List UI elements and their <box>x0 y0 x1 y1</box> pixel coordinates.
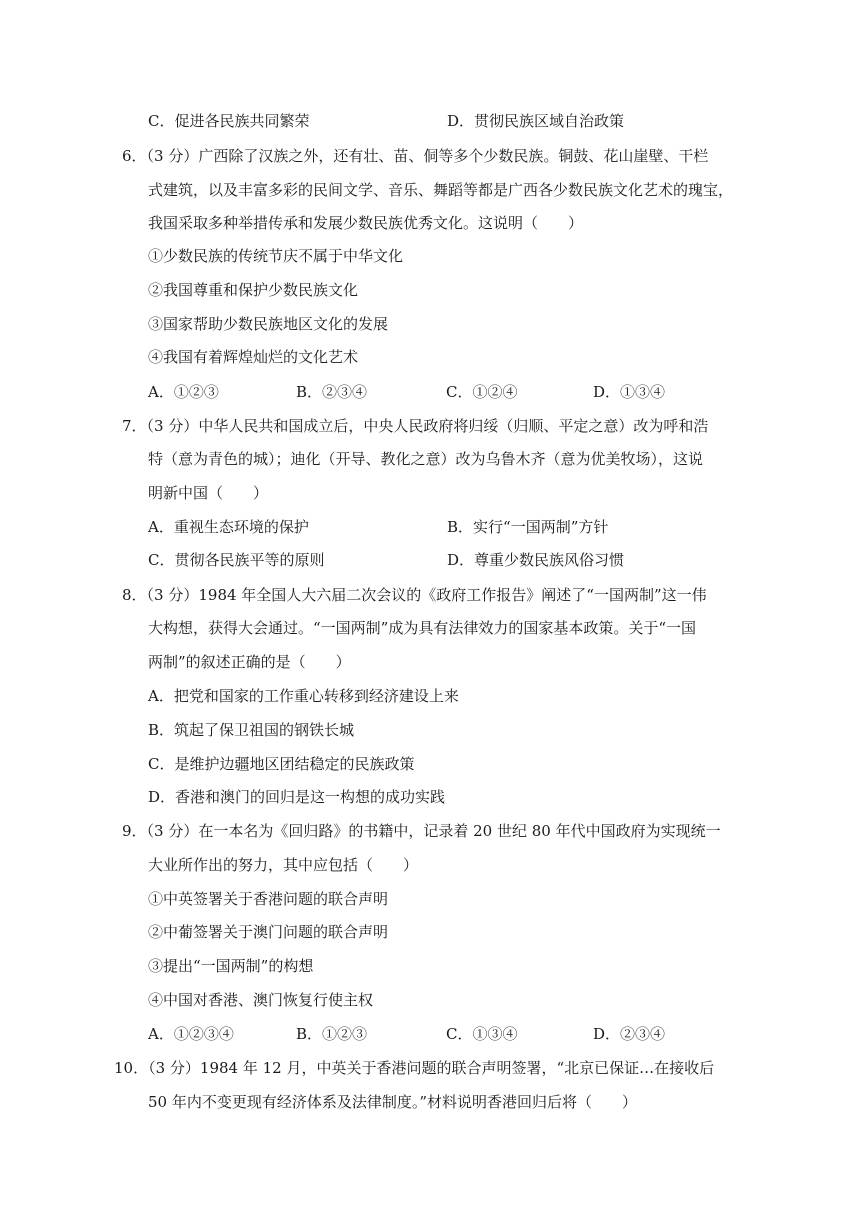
q9-option-b[interactable]: B．①②③ <box>296 1025 368 1043</box>
q9-stem-line-2: 大业所作出的努力，其中应包括（ ） <box>148 856 419 874</box>
q8-stem-line-2: 大构想，获得大会通过。“一国两制”成为具有法律效力的国家基本政策。关于“一国 <box>148 619 697 637</box>
q9-statement-2: ②中葡签署关于澳门问题的联合声明 <box>148 923 389 941</box>
q7-stem-line-2: 特（意为青色的城）；迪化（开导、教化之意）改为乌鲁木齐（意为优美牧场），这说 <box>148 450 704 468</box>
q9-statement-3: ③提出“一国两制”的构想 <box>148 957 314 975</box>
q6-stem-line-2: 式建筑，以及丰富多彩的民间文学、音乐、舞蹈等都是广西各少数民族文化艺术的瑰宝， <box>148 181 734 199</box>
q10-stem-line-1: 10．（3 分）1984 年 12 月，中英关于香港问题的联合声明签署，“北京已保证…在接收后 <box>114 1059 715 1077</box>
q9-option-a[interactable]: A．①②③④ <box>148 1025 234 1043</box>
q7-option-b[interactable]: B．实行“一国两制”方针 <box>447 518 609 536</box>
q6-statement-2: ②我国尊重和保护少数民族文化 <box>148 281 359 299</box>
q6-stem-line-3: 我国采取多种举措传承和发展少数民族优秀文化。这说明（ ） <box>148 214 584 232</box>
q6-statement-1: ①少数民族的传统节庆不属于中华文化 <box>148 247 404 265</box>
q6-option-a[interactable]: A．①②③ <box>148 383 219 401</box>
q6-statement-4: ④我国有着辉煌灿烂的文化艺术 <box>148 348 359 366</box>
option-c-prev: C．促进各民族共同繁荣 <box>148 112 310 130</box>
q10-stem-line-2: 50 年内不变更现有经济体系及法律制度。”材料说明香港回归后将（ ） <box>148 1093 638 1111</box>
q9-statement-4: ④中国对香港、澳门恢复行使主权 <box>148 991 374 1009</box>
q8-stem-line-1: 8．（3 分）1984 年全国人大六届二次会议的《政府工作报告》阐述了“一国两制”这一伟 <box>122 586 707 604</box>
q6-option-d[interactable]: D．①③④ <box>593 383 666 401</box>
q8-stem-line-3: 两制”的叙述正确的是（ ） <box>148 653 351 671</box>
q7-option-a[interactable]: A．重视生态环境的保护 <box>148 518 309 536</box>
q8-option-c[interactable]: C．是维护边疆地区团结稳定的民族政策 <box>148 755 415 773</box>
q6-statement-3: ③国家帮助少数民族地区文化的发展 <box>148 315 389 333</box>
q6-stem-line-1: 6．（3 分）广西除了汉族之外，还有壮、苗、侗等多个少数民族。铜鼓、花山崖壁、干栏 <box>122 147 709 165</box>
q6-option-b[interactable]: B．②③④ <box>296 383 368 401</box>
q7-stem-line-3: 明新中国（ ） <box>148 484 269 502</box>
q9-option-d[interactable]: D．②③④ <box>593 1025 666 1043</box>
q9-stem-line-1: 9．（3 分）在一本名为《回归路》的书籍中，记录着 20 世纪 80 年代中国政府为实现统一 <box>122 822 721 840</box>
q7-option-d[interactable]: D．尊重少数民族风俗习惯 <box>447 551 625 569</box>
q8-option-b[interactable]: B．筑起了保卫祖国的钢铁长城 <box>148 721 355 739</box>
option-d-prev: D．贯彻民族区域自治政策 <box>447 112 625 130</box>
q9-statement-1: ①中英签署关于香港问题的联合声明 <box>148 890 389 908</box>
q6-option-c[interactable]: C．①②④ <box>446 383 518 401</box>
q7-stem-line-1: 7．（3 分）中华人民共和国成立后，中央人民政府将归绥（归顺、平定之意）改为呼和浩 <box>122 417 709 435</box>
q7-option-c[interactable]: C．贯彻各民族平等的原则 <box>148 551 325 569</box>
q9-option-c[interactable]: C．①③④ <box>446 1025 518 1043</box>
q8-option-d[interactable]: D．香港和澳门的回归是这一构想的成功实践 <box>148 788 446 806</box>
q8-option-a[interactable]: A．把党和国家的工作重心转移到经济建设上来 <box>148 687 459 705</box>
